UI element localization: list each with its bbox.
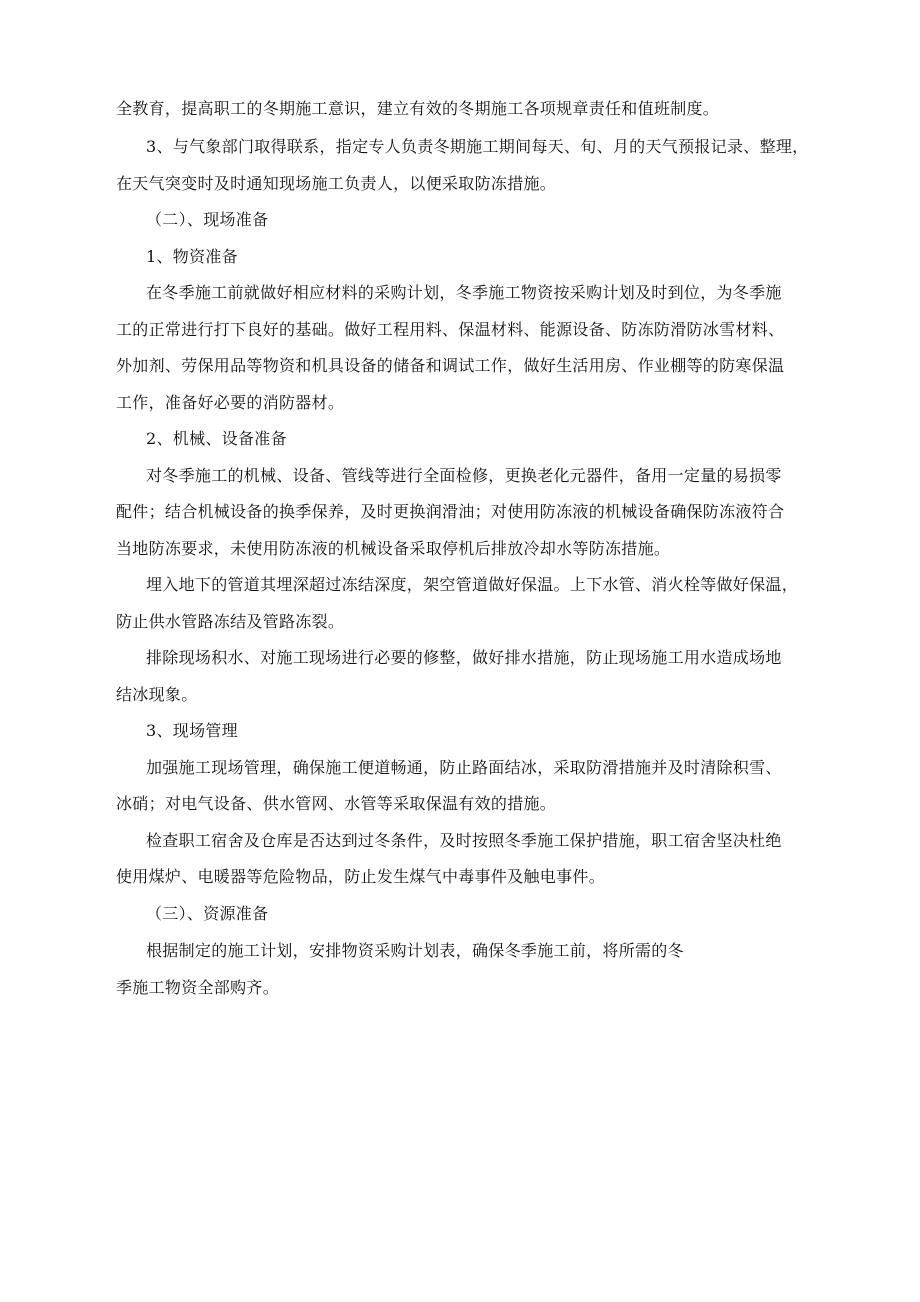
text-line-2: 3、与气象部门取得联系，指定专人负责冬期施工期间每天、旬、月的天气预报记录、整理， [146,137,809,156]
text-line-3: 在天气突变时及时通知现场施工负责人，以便采取防冻措施。 [116,174,557,193]
text-line-15: 防止供水管路冻结及管路冻裂。 [116,612,345,631]
text-line-24: 根据制定的施工计划，安排物资采购计划表，确保冬季施工前，将所需的冬 [146,941,684,960]
text-line-16: 排除现场积水、对施工现场进行必要的修整，做好排水措施，防止现场施工用水造成场地 [146,648,782,667]
text-line-25: 季施工物资全部购齐。 [116,978,280,997]
section-heading-2: （二）、现场准备 [146,210,269,229]
subheading-site-management: 3、现场管理 [146,721,238,740]
subheading-machinery: 2、机械、设备准备 [146,429,287,448]
text-line-7: 工的正常进行打下良好的基础。做好工程用料、保温材料、能源设备、防冻防滑防冰雪材料、 [116,320,785,339]
text-line-13: 当地防冻要求，未使用防冻液的机械设备采取停机后排放冷却水等防冻措施。 [116,539,671,558]
subheading-materials: 1、物资准备 [146,247,238,266]
text-line-8: 外加剂、劳保用品等物资和机具设备的储备和调试工作，做好生活用房、作业棚等的防寒保温 [116,356,785,375]
section-heading-3: （三）、资源准备 [146,904,269,923]
text-line-12: 配件；结合机械设备的换季保养，及时更换润滑油；对使用防冻液的机械设备确保防冻液符合 [116,502,785,521]
text-line-6: 在冬季施工前就做好相应材料的采购计划，冬季施工物资按采购计划及时到位，为冬季施 [146,283,782,302]
text-line-14: 埋入地下的管道其埋深超过冻结深度，架空管道做好保温。上下水管、消火栓等做好保温， [146,575,799,594]
text-line-17: 结冰现象。 [116,685,198,704]
text-line-20: 冰硝；对电气设备、供水管网、水管等采取保温有效的措施。 [116,794,557,813]
text-line-19: 加强施工现场管理，确保施工便道畅通，防止路面结冰，采取防滑措施并及时清除积雪、 [146,758,782,777]
text-line-1: 全教育，提高职工的冬期施工意识，建立有效的冬期施工各项规章责任和值班制度。 [116,99,720,118]
text-line-22: 使用煤炉、电暖器等危险物品，防止发生煤气中毒事件及触电事件。 [116,867,606,886]
text-line-21: 检查职工宿舍及仓库是否达到过冬条件，及时按照冬季施工保护措施，职工宿舍坚决杜绝 [146,831,782,850]
text-line-11: 对冬季施工的机械、设备、管线等进行全面检修，更换老化元器件，备用一定量的易损零 [146,466,782,485]
text-line-9: 工作，准备好必要的消防器材。 [116,393,345,412]
